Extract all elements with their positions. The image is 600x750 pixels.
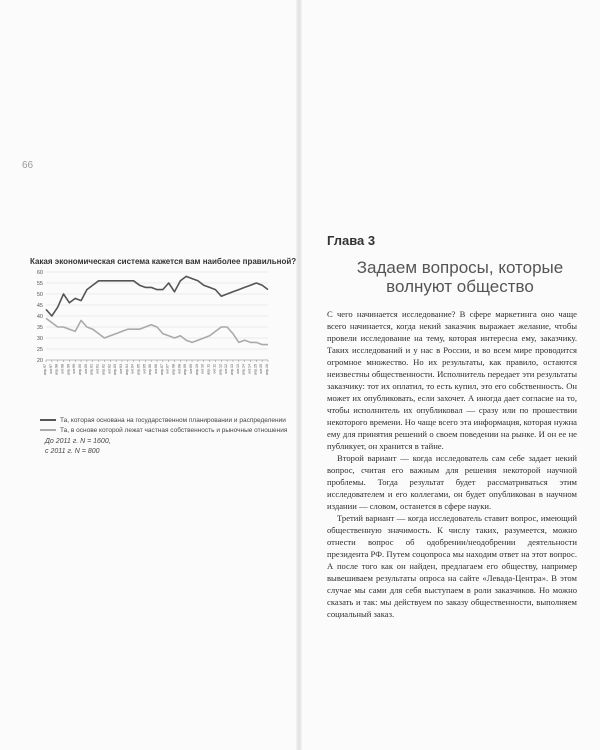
x-tick-label: окт.14 xyxy=(247,364,252,374)
chart-legend xyxy=(40,415,287,435)
x-tick-label: апр.08 xyxy=(171,364,176,375)
chart-title: Какая экономическая система кажется вам наиболее правильной? xyxy=(30,257,297,266)
series-line-market xyxy=(46,318,268,344)
y-tick-label: 50 xyxy=(36,292,43,298)
x-tick-label: апр.12 xyxy=(218,364,223,375)
x-tick-label: окт.99 xyxy=(72,364,77,374)
y-tick-label: 55 xyxy=(36,281,43,287)
body-paragraph-3: Третий вариант — когда исследователь ставит вопрос, имеющий общественную значимость. К числу таких, разумеется, можно отнести вопрос об одобрении/неодобрении деятельности президента РФ. Путем соцопроса мы находим ответ на этот вопрос. А после того как он найден, предлагаем его обществу, например вывешиваем результаты опроса на сайте «Левада-Центра». В этом случае мы сами для себя выступаем в роли заказчиков. Но можно сказать и так: мы действуем по заказу общественности, выполняем социальный заказ. xyxy=(327,513,577,619)
x-tick-label: окт.05 xyxy=(142,364,147,374)
chapter-heading xyxy=(340,258,580,296)
x-tick-label: апр.98 xyxy=(54,364,59,375)
legend-label-planned: Та, которая основана на государственном планировании и распределении xyxy=(60,416,286,424)
y-tick-label: 40 xyxy=(36,314,43,320)
x-tick-label: апр.06 xyxy=(148,364,153,375)
legend-label-market: Та, в основе которой лежат частная собственность и рыночные отношения xyxy=(60,426,288,434)
sample-size-note xyxy=(45,437,111,457)
y-tick-label: 60 xyxy=(36,270,43,276)
chapter-heading-line-1: Задаем вопросы, которые xyxy=(356,258,564,277)
x-tick-label: окт.06 xyxy=(154,364,158,374)
x-tick-label: окт.10 xyxy=(200,364,205,374)
x-tick-label: окт.03 xyxy=(118,364,123,374)
x-tick-label: апр.02 xyxy=(101,364,106,375)
y-tick-label: 30 xyxy=(36,336,43,342)
sample-note-line-2: с 2011 г. N = 800 xyxy=(45,448,100,455)
x-tick-label: окт.01 xyxy=(95,364,100,374)
x-tick-label: окт.13 xyxy=(235,364,240,374)
x-tick-label: апр.05 xyxy=(136,364,141,375)
y-tick-label: 35 xyxy=(36,325,43,331)
page-number: 66 xyxy=(22,160,34,171)
chapter-heading-line-2: волнуют общество xyxy=(386,277,534,296)
x-tick-label: апр.03 xyxy=(113,364,118,375)
x-tick-label: окт.04 xyxy=(130,364,135,374)
x-tick-label: окт.07 xyxy=(165,364,170,374)
y-tick-label: 25 xyxy=(36,347,43,353)
x-tick-label: апр.16 xyxy=(265,364,269,375)
x-tick-label: окт.00 xyxy=(83,364,88,374)
y-tick-label: 45 xyxy=(36,303,43,309)
body-paragraph-2: Второй вариант — когда исследователь сам себе задает некий вопрос, считая его важным для решения некоторой научной проблемы. Тогда результат будет рассматриваться этим исследователем и его коллегами, он будет опубликован в научном издании — словом, останется в сфере науки. xyxy=(327,453,577,511)
x-tick-label: апр.99 xyxy=(66,364,71,375)
series-line-planned xyxy=(46,276,268,316)
x-tick-label: окт.15 xyxy=(259,364,264,374)
x-tick-label: апр.07 xyxy=(159,364,164,375)
chapter-label: Глава 3 xyxy=(327,233,376,248)
body-paragraph-1: С чего начинается исследование? В сфере маркетинга оно чаще всего начинается, когда некий заказчик выражает желание, чтобы провели исследование на тему, которая интересна ему, заказчику. Таких исследований и у нас в России, и во всем мире проводится огромное множество. Но их результаты, как правило, остаются неизвестны общественности. Исполнитель передает эти результаты заказчику: тот их оплатил, то есть купил, это его собственность. Он может их опубликовать, если захочет. А иногда дает согласие на то, чтобы исполнитель их опубликовал — сразу или по прошествии некоторого времени. Но чаще всего эта информация, которая нужна ему для принятия решений о своем поведении на рынке. И он ее не публикует, он хранится в тайне. xyxy=(327,309,577,451)
legend-swatch-market xyxy=(40,429,56,431)
x-tick-label: апр.00 xyxy=(78,364,83,375)
x-tick-label: окт.97 xyxy=(48,364,53,374)
x-tick-label: апр.01 xyxy=(89,364,94,375)
x-tick-label: окт.09 xyxy=(189,364,194,374)
legend-item-market xyxy=(40,425,287,435)
legend-swatch-planned xyxy=(40,419,56,421)
line-chart xyxy=(28,268,273,398)
x-tick-label: окт.02 xyxy=(107,364,112,374)
x-tick-label: окт.08 xyxy=(177,364,182,374)
book-gutter xyxy=(296,0,302,750)
x-tick-label: апр.13 xyxy=(229,364,234,375)
x-tick-label: апр.11 xyxy=(206,364,211,375)
x-tick-label: окт.11 xyxy=(212,364,217,374)
legend-item-planned xyxy=(40,415,287,425)
y-tick-label: 20 xyxy=(36,358,43,364)
x-tick-label: апр.15 xyxy=(253,364,258,375)
chapter-body xyxy=(327,308,577,620)
x-tick-label: окт.12 xyxy=(224,364,229,374)
x-tick-label: окт.98 xyxy=(60,364,65,374)
x-tick-label: апр.14 xyxy=(241,364,246,375)
x-tick-label: апр.04 xyxy=(124,364,129,375)
x-tick-label: апр.10 xyxy=(194,364,199,375)
x-tick-label: апр.09 xyxy=(183,364,188,375)
sample-note-line-1: До 2011 г. N = 1600, xyxy=(45,438,111,445)
x-tick-label: апр.97 xyxy=(43,364,47,375)
